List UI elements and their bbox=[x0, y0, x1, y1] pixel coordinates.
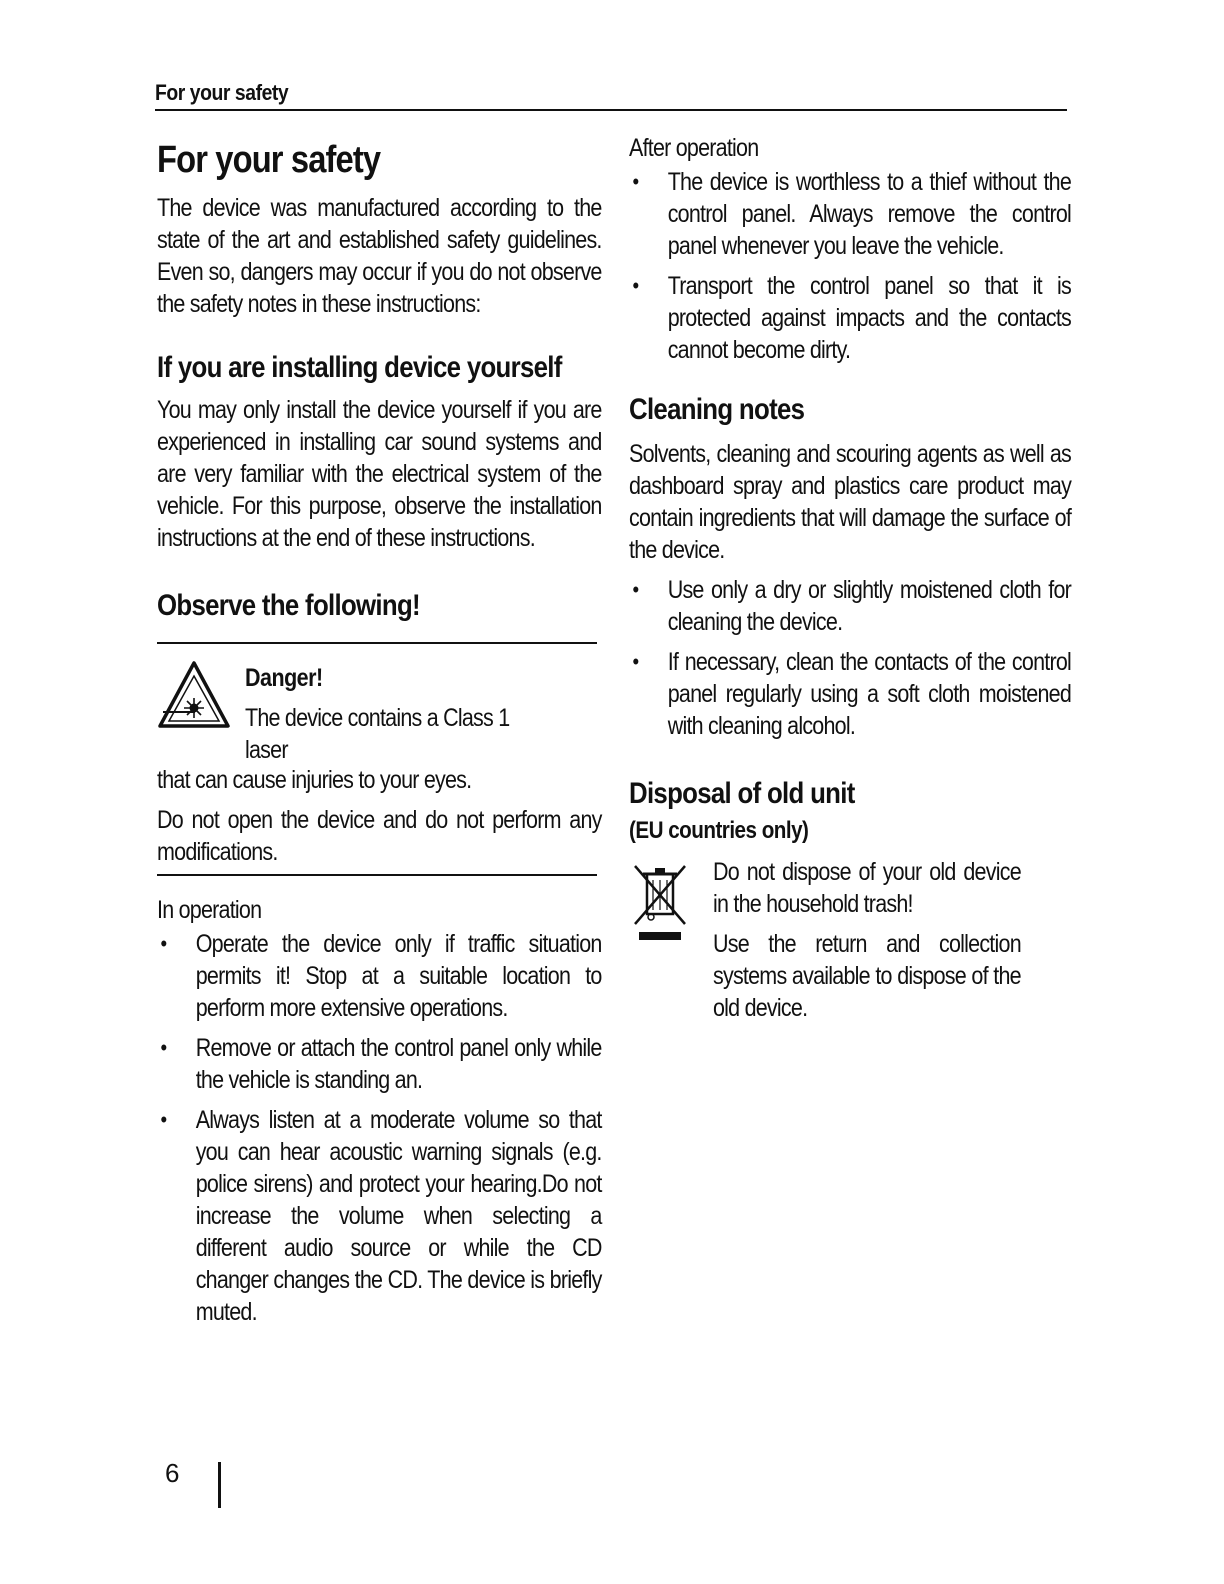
list-item: • Transport the control panel so that it is protected against impacts and the contacts cannot become dirty. bbox=[632, 272, 1072, 364]
running-head: For your safety bbox=[155, 80, 289, 105]
header-rule bbox=[155, 109, 1067, 111]
list-item: • If necessary, clean the contacts of the control panel regularly using a soft cloth moistened with cleaning alcohol. bbox=[632, 648, 1072, 740]
page-number: 6 bbox=[165, 1458, 180, 1488]
observe-heading: Observe the following! bbox=[157, 589, 420, 622]
intro-text: The device was manufactured according to the state of the art and established safety guidelines. Even so, dangers may occur if you do not observe the safety notes in these instructions: bbox=[157, 194, 602, 318]
list-item: • Always listen at a moderate volume so that you can hear acoustic warning signals (e.g. police sirens) and protect your hearing.Do not increase the volume when selecting a different audio source or while the CD changer changes the CD. The device is briefly muted. bbox=[160, 1106, 602, 1326]
danger-text-2: that can cause injuries to your eyes. bbox=[157, 766, 472, 794]
list-item: • Operate the device only if traffic situation permits it! Stop at a suitable location to perform more extensive operations. bbox=[160, 930, 602, 1022]
danger-label: Danger! bbox=[245, 664, 323, 692]
danger-text-3: Do not open the device and do not perform any modifications. bbox=[157, 806, 602, 866]
disposal-heading: Disposal of old unit bbox=[629, 777, 855, 810]
in-operation-lead: In operation bbox=[157, 896, 262, 924]
list-item: • The device is worthless to a thief without the control panel. Always remove the control panel whenever you leave the vehicle. bbox=[632, 168, 1072, 260]
in-operation-list bbox=[157, 928, 602, 1328]
danger-top-rule bbox=[157, 642, 597, 644]
crossed-out-bin-icon bbox=[629, 860, 691, 942]
page-title: For your safety bbox=[157, 139, 381, 181]
right-column bbox=[629, 132, 1071, 1024]
install-heading: If you are installing device yourself bbox=[157, 351, 562, 384]
danger-bottom-rule bbox=[157, 874, 597, 876]
cleaning-text: Solvents, cleaning and scouring agents as well as dashboard spray and plastics care product may contain ingredients that will damage the surface of the device. bbox=[629, 440, 1072, 564]
after-operation-lead: After operation bbox=[629, 134, 759, 162]
left-column bbox=[157, 132, 602, 1336]
disposal-subheading: (EU countries only) bbox=[629, 817, 809, 844]
cleaning-heading: Cleaning notes bbox=[629, 393, 805, 426]
disposal-notice bbox=[629, 856, 1071, 1024]
after-operation-list bbox=[629, 166, 1071, 366]
danger-text-1: The device contains a Class 1 laser bbox=[245, 704, 510, 764]
laser-warning-icon bbox=[157, 660, 231, 730]
disposal-line-1: Do not dispose of your old device in the household trash! bbox=[713, 858, 1021, 918]
list-item: • Use only a dry or slightly moistened cloth for cleaning the device. bbox=[632, 576, 1072, 636]
disposal-line-2: Use the return and collection systems available to dispose of the old device. bbox=[713, 930, 1021, 1022]
page-number-bar bbox=[218, 1462, 221, 1508]
danger-box bbox=[157, 656, 602, 868]
list-item: • Remove or attach the control panel only while the vehicle is standing an. bbox=[160, 1034, 602, 1094]
install-text: You may only install the device yourself if you are experienced in installing car sound systems and are very familiar with the electrical system of the vehicle. For this purpose, observe the installation instructions at the end of these instructions. bbox=[157, 396, 602, 552]
cleaning-list bbox=[629, 574, 1071, 742]
